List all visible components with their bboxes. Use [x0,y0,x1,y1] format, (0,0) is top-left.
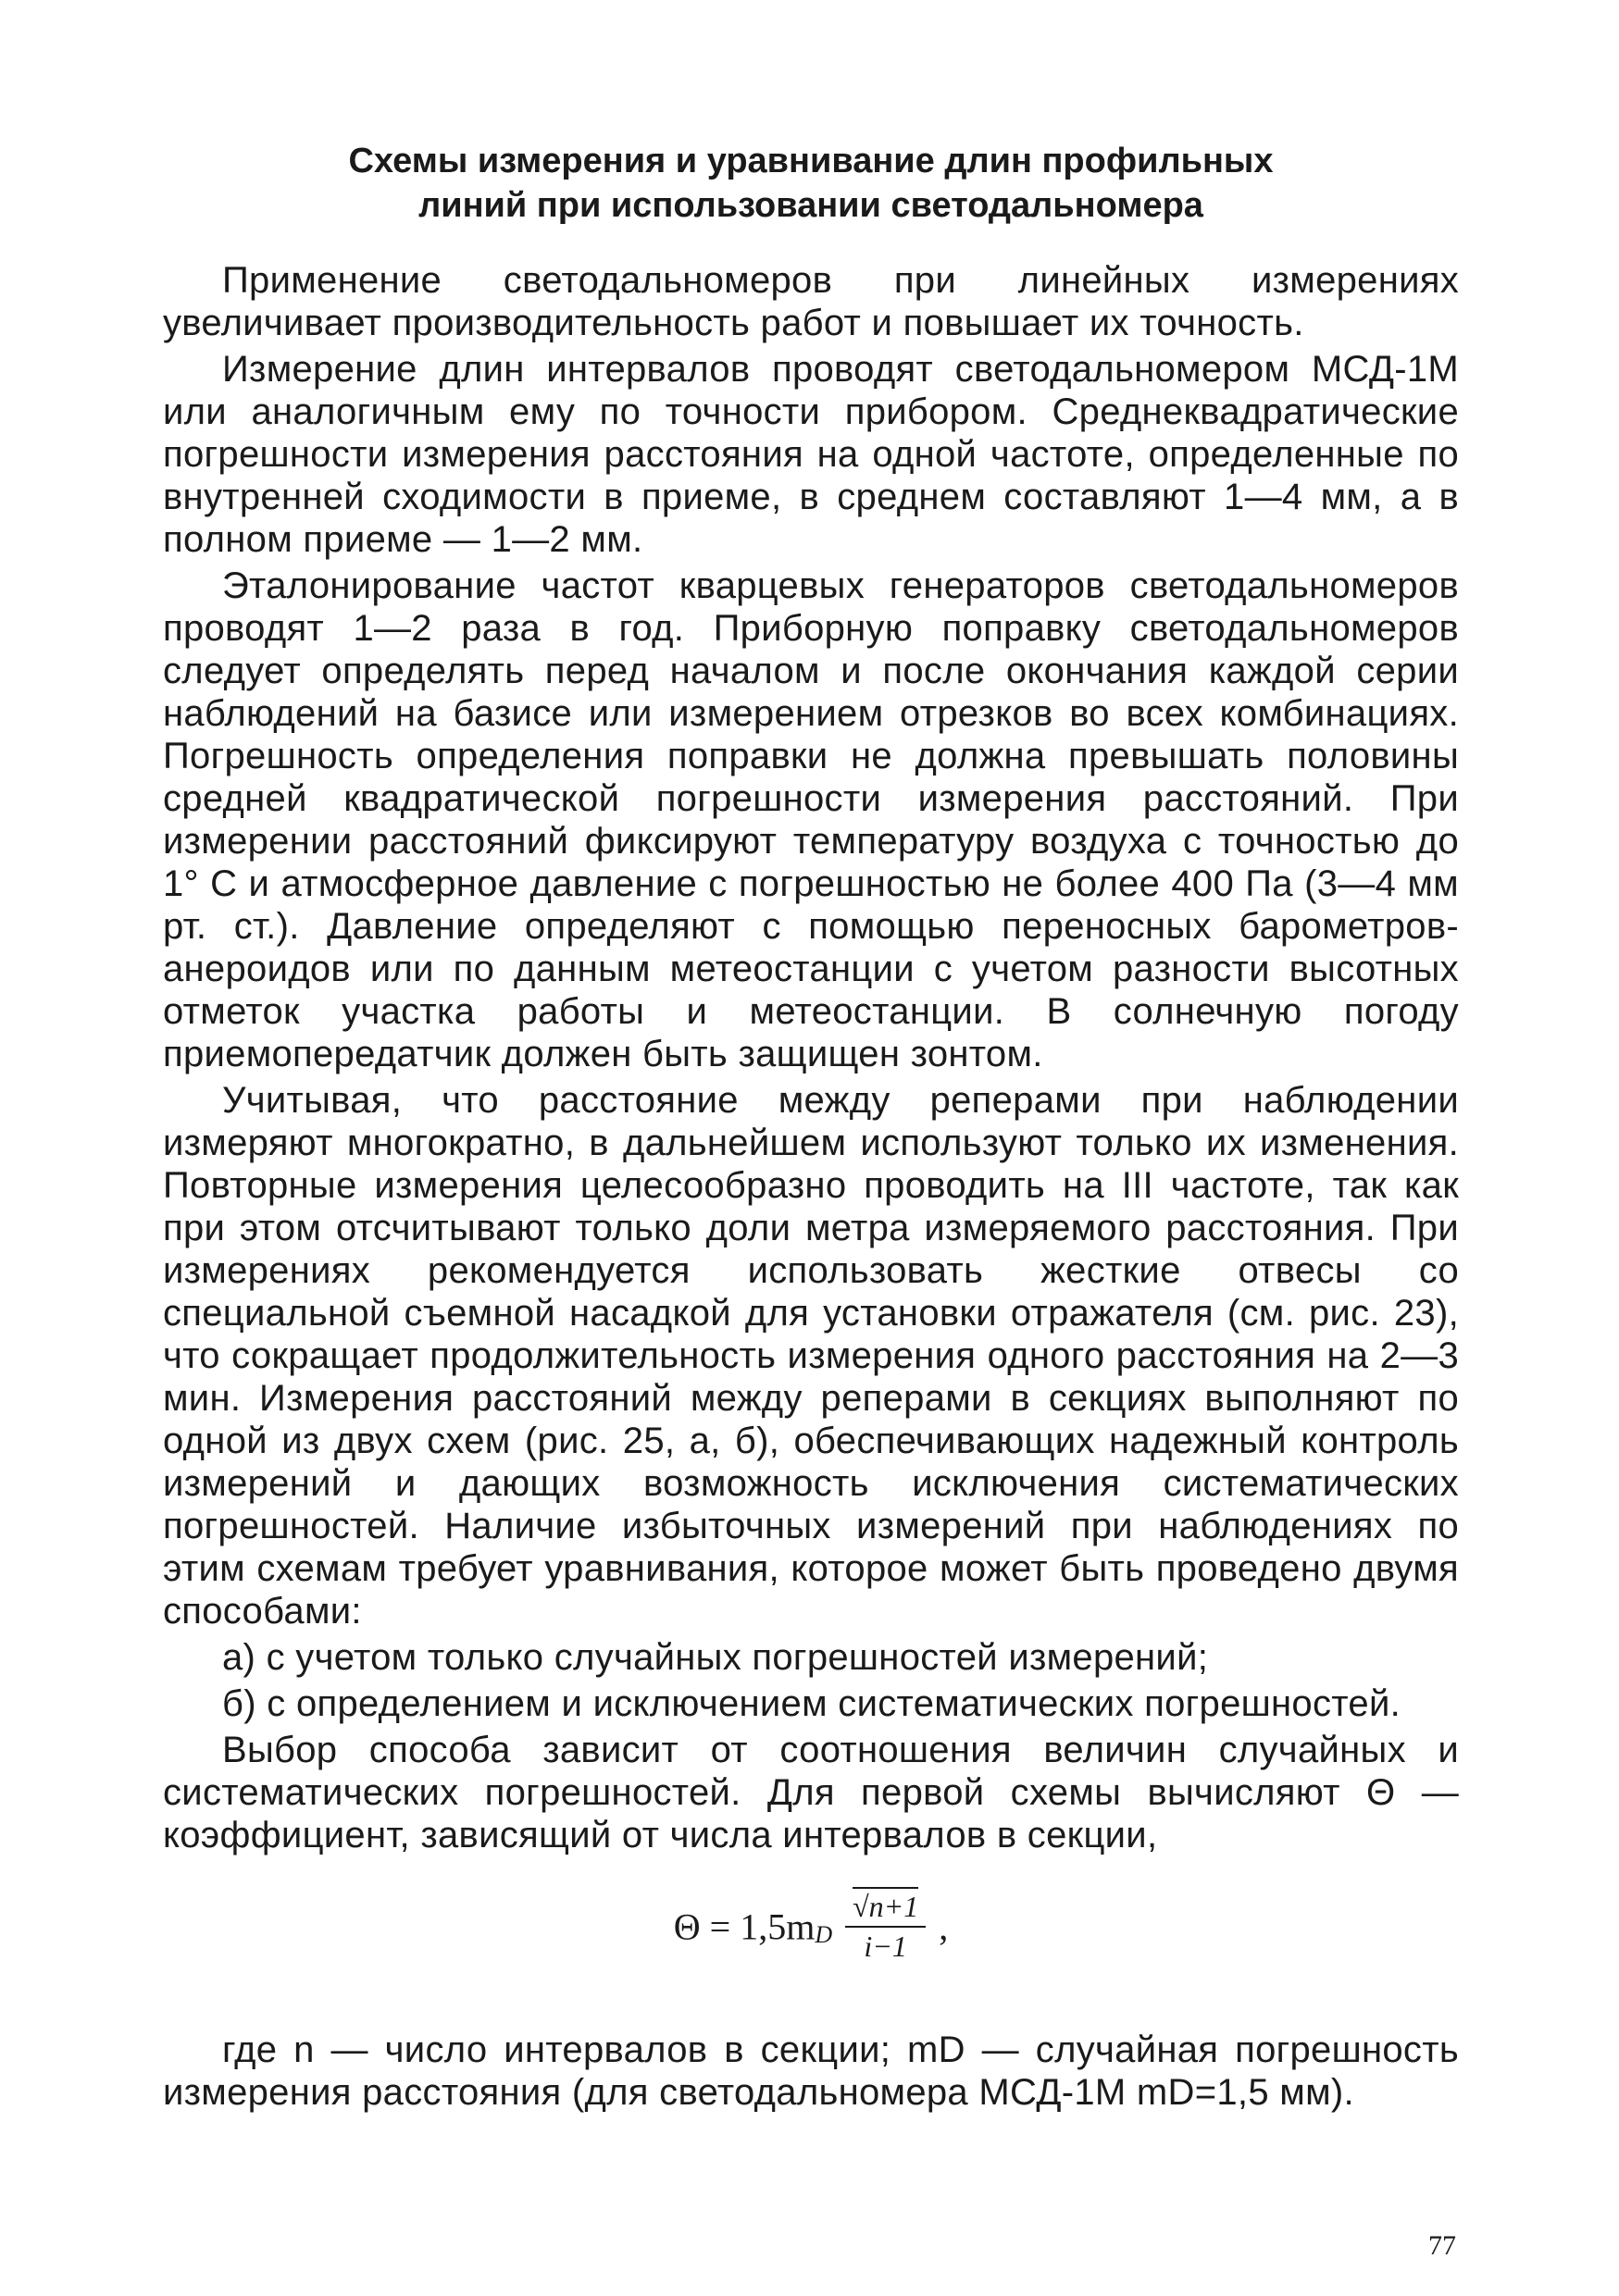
formula-fraction [845,1890,926,1964]
paragraph-6: где n — число интервалов в секции; mD — случайная погрешность измерения расстояния (для светодальномера МСД-1М mD=1,5 мм). [163,2029,1459,2113]
title-line-2: линий при использовании светодальномера [418,186,1203,225]
paragraph-1: Применение светодальномеров при линейных измерениях увеличивает производительность работ и повышает их точность. [163,260,1459,343]
formula-numerator: √n+1 [845,1890,926,1928]
section-title [163,139,1459,228]
formula-theta [163,1890,1459,2001]
page-content [163,139,1459,2114]
list-item-b: б) с определением и исключением систематических погрешностей. [222,1683,1401,1724]
paragraph-4: Учитывая, что расстояние между реперами при наблюдении измеряют многократно, в дальнейшем используют только их изменения. Повторные измерения целесообразно проводить на III частоте, так как при этом отсчитывают только доли метра измеряемого расстояния. При измерениях рекомендуется использовать жесткие отвесы со специальной съемной насадкой для установки отражателя (см. рис. 23), что сокращает продолжительность измерения одного расстояния на 2—3 мин. Измерения расстояний между реперами в секциях выполняют по одной из двух схем (рис. 25, а, б), обеспечивающих надежный контроль измерений и дающих возможность исключения систематических погрешностей. Наличие избыточных измерений при наблюдениях по этим схемам требует уравнивания, которое может быть проведено двумя способами: [163,1080,1459,1632]
list-item-a: а) с учетом только случайных погрешностей измерений; [222,1637,1209,1678]
formula-trail: , [939,1905,949,1948]
page-number: 77 [1428,2230,1456,2261]
paragraph-2: Измерение длин интервалов проводят светодальномером МСД-1М или аналогичным ему по точности прибором. Среднеквадратические погрешности измерения расстояния на одной частоте, определенные по внутренней сходимости в приеме, в среднем составляют 1—4 мм, а в полном приеме — 1—2 мм. [163,349,1459,560]
title-line-1: Схемы измерения и уравнивание длин профильных [348,142,1274,180]
paragraph-5: Выбор способа зависит от соотношения величин случайных и систематических погрешностей. Для первой схемы вычисляют Θ — коэффициент, зависящий от числа интервалов в секции, [163,1730,1459,1855]
formula-denominator: i−1 [864,1930,907,1963]
formula-subscript: D [815,1921,833,1949]
paragraph-3: Эталонирование частот кварцевых генераторов светодальномеров проводят 1—2 раза в год. Приборную поправку светодальномеров следует определять перед началом и после окончания каждой серии наблюдений на базисе или измерением отрезков во всех комбинациях. Погрешность определения поправки не должна превышать половины средней квадратической погрешности измерения расстояний. При измерении расстояний фиксируют температуру воздуха с точностью до 1° С и атмосферное давление с погрешностью не более 400 Па (3—4 мм рт. ст.). Давление определяют с помощью переносных барометров-анероидов или по данным метеостанции с учетом разности высотных отметок участка работы и метеостанции. В солнечную погоду приемопередатчик должен быть защищен зонтом. [163,565,1459,1074]
formula-lhs: Θ = 1,5m [673,1905,816,1948]
